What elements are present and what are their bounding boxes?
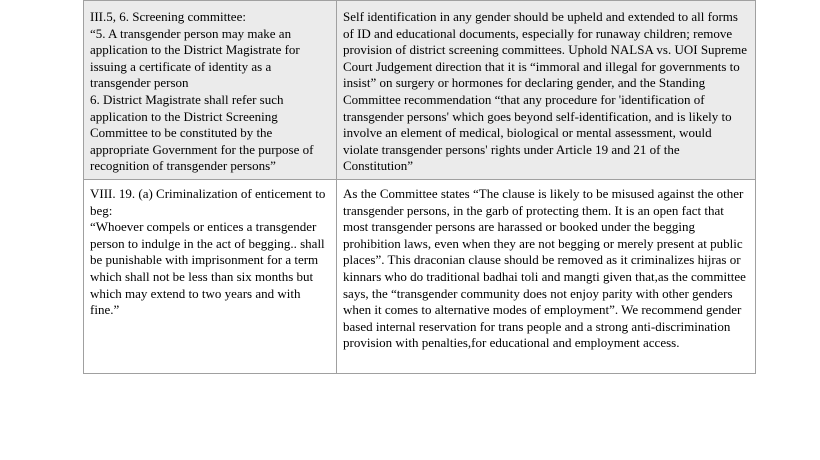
table-row-screening-committee: [84, 1, 756, 180]
recommendation-text: Self identification in any gender should be upheld and extended to all forms of ID and educational documents, especially for runaway children; remove provision of district screening committees. Uphold NALSA vs. UOI Supreme Court Judgement direction that it is “immoral and illegal for governments to insist” on surgery or hormones for declaring gender, and the Standing Committee recommendation “that any procedure for 'identification of transgender persons' which goes beyond self-identification, and is likely to involve an element of medical, biological or mental assessment, would violate transgender persons' rights under Article 19 and 21 of the Constitution”: [343, 9, 748, 174]
clause-heading: VIII. 19. (a) Criminalization of enticement to beg:: [90, 185, 326, 218]
clause-cell-screening-committee: [84, 1, 337, 180]
clause-text: 6. District Magistrate shall refer such application to the District Screening Committee to be constituted by the appropriate Government for the purpose of recognition of transgender persons”: [90, 91, 314, 174]
table-row-enticement-to-beg: [84, 179, 756, 373]
recommendation-text: As the Committee states “The clause is likely to be misused against the other transgender persons, in the garb of protecting them. It is an open fact that most transgender persons are harassed or booked under the begging prohibition laws, even when they are not begging or merely present at public places”. This draconian clause should be removed as it criminalizes hijras or kinnars who do traditional badhai toli and mangti given that,as the committee says, the “transgender community does not enjoy parity with other genders when it comes to alternative modes of employment”. We recommend gender based internal reservation for trans people and a strong anti-discrimination provision with penalties,for educational and employment access.: [343, 185, 746, 351]
clause-text: “5. A transgender person may make an application to the District Magistrate for issuing a certificate of identity as a transgender person: [90, 25, 300, 91]
recommendation-cell-screening-committee: [337, 1, 756, 180]
recommendation-cell-enticement-to-beg: [337, 179, 756, 373]
clause-cell-enticement-to-beg: [84, 179, 337, 373]
clause-heading: III.5, 6. Screening committee:: [90, 9, 246, 24]
clause-text: “Whoever compels or entices a transgender person to indulge in the act of begging.. shall be punishable with imprisonment for a term which shall not be less than six months but which may extend to two years and with fine.”: [90, 219, 325, 318]
recommendations-table: [83, 0, 756, 374]
